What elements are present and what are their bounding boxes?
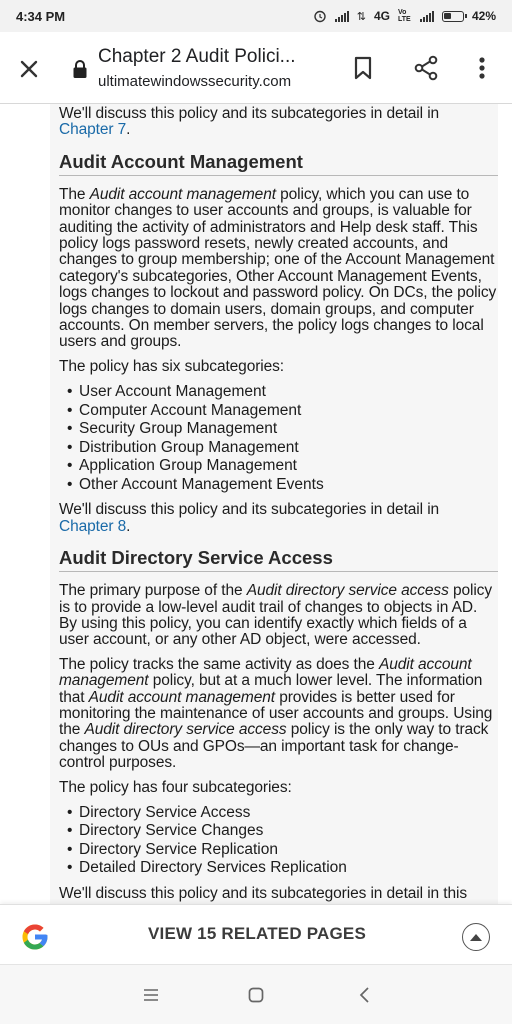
section-heading-account-management: Audit Account Management — [59, 147, 498, 176]
data-arrows-icon: ⇅ — [356, 10, 366, 23]
share-icon — [413, 55, 439, 81]
status-bar — [0, 0, 512, 32]
directory-service-subcategories — [67, 804, 498, 878]
article-body — [50, 104, 498, 904]
google-logo — [20, 922, 50, 952]
directory-service-paragraph-1: The primary purpose of the Audit directory service access policy is to provide a low-level audit trail of changes to objects in AD. By using this policy, you can identify exactly which fields of a user account, or any other AD object, were accessed. — [59, 582, 492, 649]
battery-icon — [442, 11, 464, 22]
subcategories-intro-2: The policy has four subcategories: — [59, 778, 292, 796]
expand-up-icon — [469, 932, 483, 942]
list-item: • Other Account Management Events — [67, 476, 498, 495]
chapter-8-link[interactable]: Chapter 8 — [59, 517, 127, 535]
list-item: • User Account Management — [67, 383, 498, 402]
system-nav-bar — [0, 964, 512, 1024]
article-content[interactable] — [0, 104, 512, 904]
home-button[interactable] — [244, 983, 268, 1007]
status-time: 4:34 PM — [16, 8, 66, 24]
chapter-7-link[interactable]: Chapter 7 — [59, 121, 127, 139]
back-button[interactable] — [352, 983, 376, 1007]
page-title: Chapter 2 Audit Polici... — [98, 46, 296, 67]
related-pages-bar[interactable] — [0, 904, 512, 964]
list-item: • Directory Service Replication — [67, 841, 498, 860]
status-icons — [313, 9, 496, 23]
close-button[interactable] — [14, 54, 44, 84]
intro-paragraph: We'll discuss this policy and its subcategories in detail in Chapter 7. — [59, 105, 440, 139]
close-icon — [19, 59, 39, 79]
more-options-button[interactable] — [470, 52, 494, 84]
list-item: • Detailed Directory Services Replication — [67, 859, 498, 878]
page-domain: ultimatewindowssecurity.com — [98, 73, 292, 90]
volte-label: Vo LTE — [397, 9, 411, 23]
back-icon — [357, 986, 371, 1004]
expand-related-button[interactable] — [462, 923, 490, 951]
list-item: • Distribution Group Management — [67, 439, 498, 458]
directory-service-paragraph-2: The policy tracks the same activity as does the Audit account management policy, but at a much lower level. The information that Audit account management provides is better used for monitoring the maintenance of user accounts and groups. Using the Audit directory service access policy is the only way to track changes to OUs and GPOs—an important task for change-control purposes. — [59, 655, 493, 772]
section2-closing-paragraph: We'll discuss this policy and its subcategories in detail in this — [59, 884, 467, 902]
account-management-paragraph: The Audit account management policy, which you can use to monitor changes to user accounts and groups, is valuable for auditing the activity of administrators and Help desk staff. This policy logs password resets, newly created accounts, and changes to group membership; one of the Account Management category's subcategories, Other Account Management Events, logs changes to lockout and password policy. On DCs, the policy logs changes to domain users, domain groups, and computer accounts. On member servers, the policy logs changes to local users and groups. — [59, 185, 497, 351]
url-bar[interactable] — [98, 45, 328, 93]
recents-button[interactable] — [139, 983, 163, 1007]
recents-icon — [142, 987, 160, 1003]
list-item: • Computer Account Management — [67, 402, 498, 421]
home-icon — [247, 986, 265, 1004]
related-pages-label[interactable]: VIEW 15 RELATED PAGES — [148, 924, 366, 943]
account-management-subcategories — [67, 383, 498, 494]
more-vert-icon — [478, 56, 486, 80]
section1-closing-paragraph: We'll discuss this policy and its subcategories in detail in Chapter 8. — [59, 501, 440, 535]
list-item: • Directory Service Changes — [67, 822, 498, 841]
battery-level: 42% — [471, 9, 496, 23]
list-item: • Application Group Management — [67, 457, 498, 476]
bookmark-button[interactable] — [349, 54, 377, 82]
signal-icon-2 — [420, 10, 434, 22]
section-heading-directory-service-access: Audit Directory Service Access — [59, 543, 498, 572]
signal-icon — [335, 10, 349, 22]
bookmark-icon — [353, 56, 373, 80]
browser-toolbar — [0, 32, 512, 104]
subcategories-intro: The policy has six subcategories: — [59, 357, 285, 375]
lock-icon — [72, 59, 88, 79]
list-item: • Directory Service Access — [67, 804, 498, 823]
list-item: • Security Group Management — [67, 420, 498, 439]
share-button[interactable] — [410, 52, 442, 84]
network-type: 4G — [373, 9, 390, 23]
alarm-icon — [313, 9, 327, 23]
